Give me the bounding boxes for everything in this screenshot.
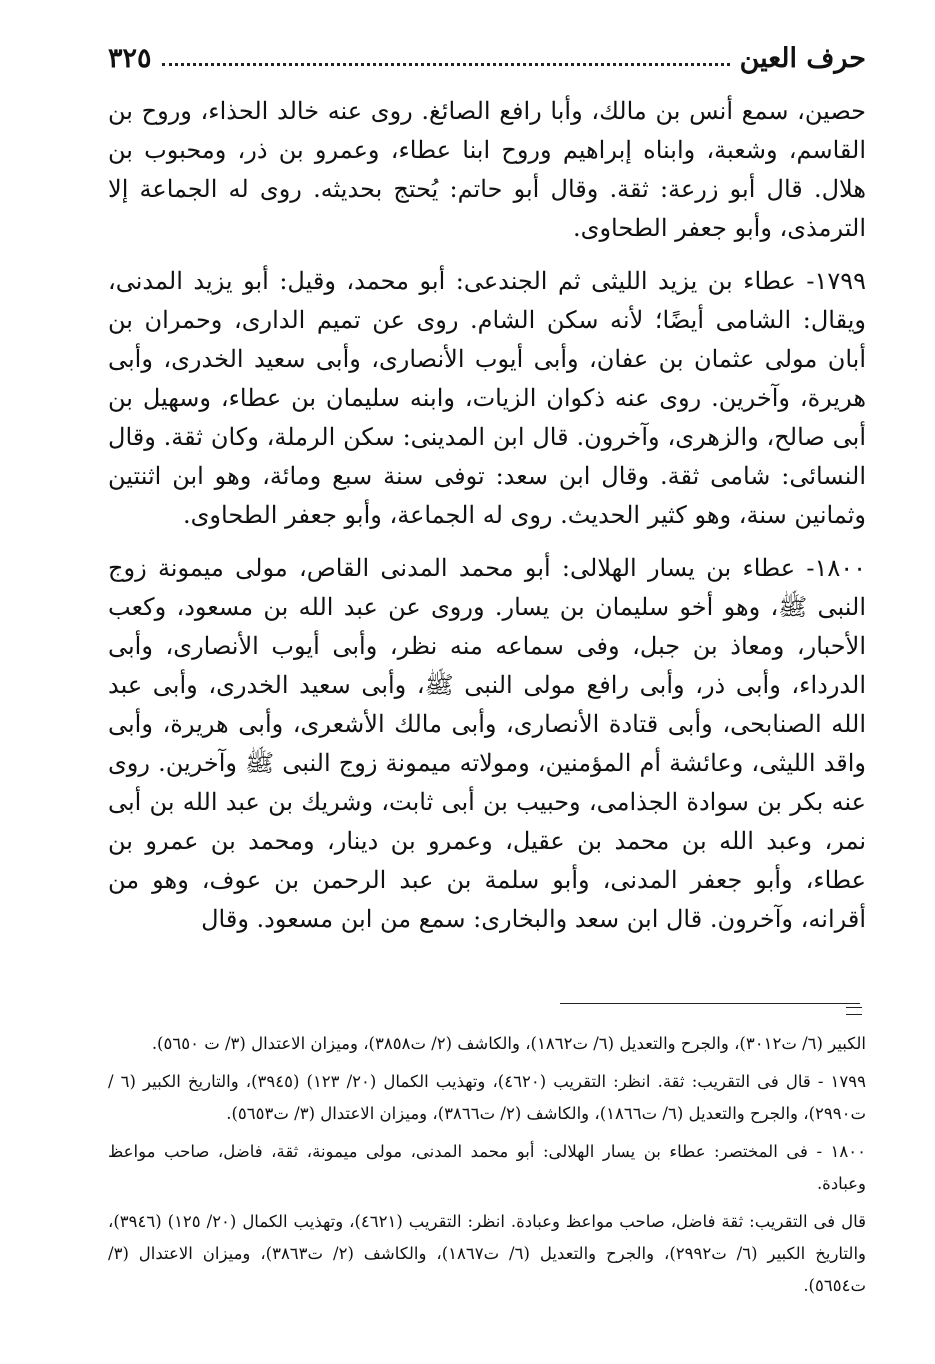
footnote-separator-mark <box>846 1007 862 1015</box>
footnote-separator <box>560 1003 860 1004</box>
running-head: حرف العين <box>739 42 866 74</box>
footnotes <box>108 1028 866 1308</box>
footnote-1799: ١٧٩٩ - قال فى التقريب: ثقة. انظر: التقريب (٤٦٢٠)، وتهذيب الكمال (٢٠/ ١٢٣) (٣٩٤٥)، والتاريخ الكبير (٦ / ت٢٩٩٠)، والجرح والتعديل (٦/ ت١٨٦٦)، والكاشف (٢/ ت٣٨٦٦)، وميزان الاعتدال (٣/ ت٥٦٥٣). <box>108 1072 866 1123</box>
entry-1800-paragraph: ١٨٠٠- عطاء بن يسار الهلالى: أبو محمد المدنى القاص، مولى ميمونة زوج النبى ﷺ، وهو أخو سليمان بن يسار. وروى عن عبد الله بن مسعود، وكعب الأحبار، ومعاذ بن جبل، وفى سماعه منه نظر، وأبى أيوب الأنصارى، وأبى الدرداء، وأبى ذر، وأبى رافع مولى النبى ﷺ، وأبى سعيد الخدرى، وأبى عبد الله الصنابحى، وأبى قتادة الأنصارى، وأبى مالك الأشعرى، وأبى هريرة، وأبى واقد الليثى، وعائشة أم المؤمنين، ومولاته ميمونة زوج النبى ﷺ وآخرين. روى عنه بكر بن سوادة الجذامى، وحبيب بن أبى ثابت، وشريك بن عبد الله بن أبى نمر، وعبد الله بن محمد بن عقيل، وعمرو بن دينار، ومحمد بن عمرو بن عطاء، وأبو جعفر المدنى، وأبو سلمة بن عبد الرحمن بن عوف، وهو من أقرانه، وآخرون. قال ابن سعد والبخارى: سمع من ابن مسعود. وقال <box>108 554 866 933</box>
entry-1799-paragraph: ١٧٩٩- عطاء بن يزيد الليثى ثم الجندعى: أبو محمد، وقيل: أبو يزيد المدنى، ويقال: الشامى أيضًا؛ لأنه سكن الشام. روى عن تميم الدارى، وحمران بن أبان مولى عثمان بن عفان، وأبى أيوب الأنصارى، وأبى سعيد الخدرى، وأبى هريرة، وآخرين. روى عنه ذكوان الزيات، وابنه سليمان بن عطاء، وسهيل بن أبى صالح، والزهرى، وآخرون. قال ابن المدينى: سكن الرملة، وكان ثقة. وقال النسائى: شامى ثقة. وقال ابن سعد: توفى سنة سبع ومائة، وهو ابن اثنتين وثمانين سنة، وهو كثير الحديث. روى له الجماعة، وأبو جعفر الطحاوى. <box>108 267 867 529</box>
dotted-leader <box>162 63 730 66</box>
footnote-continued: الكبير (٦/ ت٣٠١٢)، والجرح والتعديل (٦/ ت١٨٦٢)، والكاشف (٢/ ت٣٨٥٨)، وميزان الاعتدال (٣/ ت ٥٦٥٠). <box>151 1034 866 1053</box>
continued-entry-paragraph: حصين، سمع أنس بن مالك، وأبا رافع الصائغ. روى عنه خالد الحذاء، وروح بن القاسم، وشعبة، وابناه إبراهيم وروح ابنا عطاء، وعمرو بن ذر، ومحبوب بن هلال. قال أبو زرعة: ثقة. وقال أبو حاتم: يُحتج بحديثه. روى له الجماعة إلا الترمذى، وأبو جعفر الطحاوى. <box>108 97 866 242</box>
page-number: ٣٢٥ <box>108 42 152 74</box>
main-text <box>108 92 866 953</box>
page-header <box>108 38 866 78</box>
footnote-1800-references: قال فى التقريب: ثقة فاضل، صاحب مواعظ وعبادة. انظر: التقريب (٤٦٢١)، وتهذيب الكمال (٢٠/ ١٢٥) (٣٩٤٦)، والتاريخ الكبير (٦/ ت٢٩٩٢)، والجرح والتعديل (٦/ ت١٨٦٧)، والكاشف (٢/ ت٣٨٦٣)، وميزان الاعتدال (٣/ ت٥٦٥٤). <box>108 1212 867 1295</box>
footnote-1800-summary: ١٨٠٠ - فى المختصر: عطاء بن يسار الهلالى: أبو محمد المدنى، مولى ميمونة، ثقة، فاضل، صاحب مواعظ وعبادة. <box>108 1142 866 1193</box>
